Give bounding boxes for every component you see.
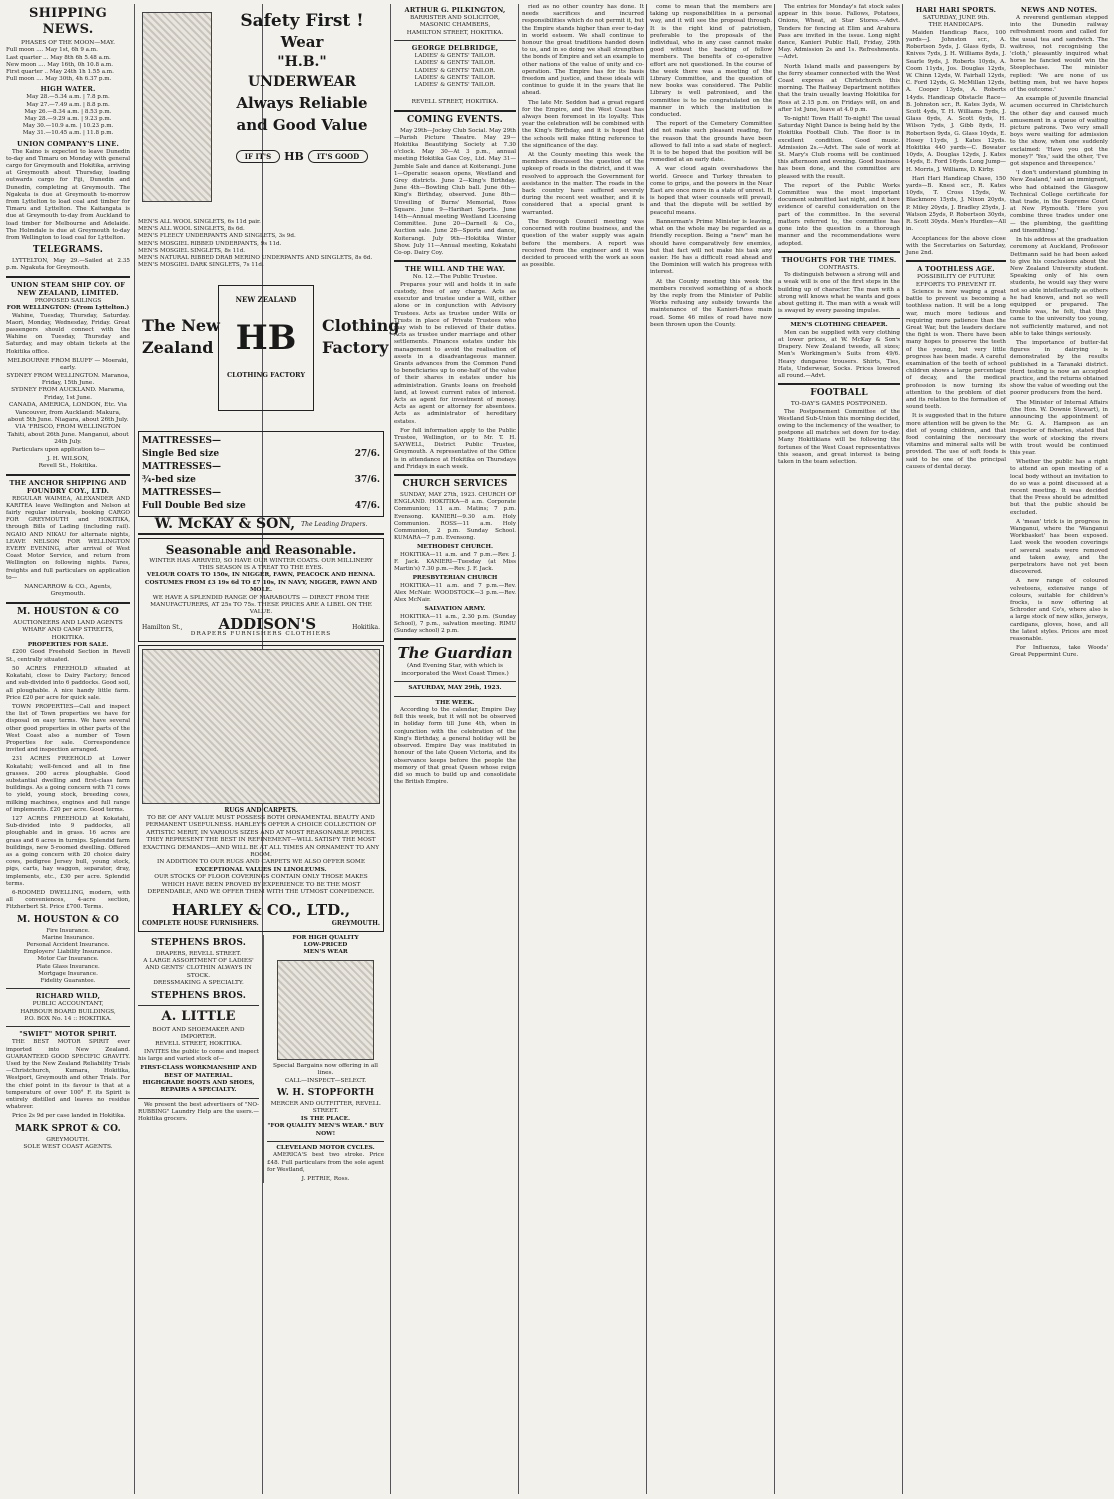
stephens-little-column	[138, 935, 259, 1184]
delbridge-address: REVELL STREET, HOKITIKA.	[411, 99, 499, 106]
thoughts-heading: THOUGHTS FOR THE TIMES.	[781, 255, 897, 264]
bottom-ads-row	[138, 935, 384, 1184]
col5-para-1: come to mean that the members are taking up responsibilities in a personal way, and it will see the proposal through. It is the right kind of patriotism, preferable to the proposals of the individual, who in any case cannot make good without the backing of fellow members. The benefits of co-operative effort are not questioned. In the course of the week there was a meeting of the Library Committee, and the question of new books was considered. The Public Library is well patronised, and the committee is to be congratulated on the manner in which the institution is conducted.	[650, 4, 772, 119]
swift-text: THE BEST MOTOR SPIRIT ever imported into New Zealand. GUARANTEED GOOD SPECIFIC GRAVITY. Used by the New Zealand Reliability Trials—Christchurch, Kumara, Hokitika, Westport, Greymouth and other Trials. For the chief point in its favour is that at a temperature of over 100° F. its Spirit is entirely distilled and leaves no residue whatever.	[6, 1039, 130, 1111]
suit-illustration	[277, 960, 374, 1060]
little-heading: A. LITTLE	[161, 1008, 236, 1024]
moon-phase-line: Full moon .... May 30th, 4h 6.37 p.m.	[6, 76, 112, 83]
column-3	[394, 4, 516, 1494]
news-para-5: The importance of butter-fat figures in dairying is demonstrated by the results published in a Taranaki district. Herd testing is now an accepted practice, and the returns obtained show the value of weeding out the poorer producers from the herd.	[1010, 339, 1108, 397]
harley-sub: COMPLETE HOUSE FURNISHERS.	[142, 920, 259, 928]
col4-para-2: The late Mr. Seddon had a great regard for the Empire, and the West Coast has always been foremost in its loyalty. This year the celebration will be combined with the King's Birthday, and it is hoped that the schools will make fitting reference to the significance of the day.	[522, 99, 644, 149]
presbyterian-text: HOKITIKA—11 a.m. and 7 p.m.—Rev. Alex McNair. WOODSTOCK—3 p.m.—Rev. Alex McNair.	[394, 582, 516, 604]
proposed-sailings: PROPOSED SAILINGS	[34, 297, 102, 304]
insurance-line: Motor Car Insurance.	[37, 956, 99, 963]
harley-ad	[138, 645, 384, 931]
sydney-wellington-sailing: SYDNEY FROM WELLINGTON. Maranoa, Friday, 15th June.	[6, 372, 130, 386]
high-water-line: May 26.—8.34 a.m. | 8.53 p.m.	[24, 108, 112, 115]
stopforth-sub: MERCER AND OUTFITTER, REVELL STREET.	[270, 1101, 381, 1115]
cleveland-text: AMERICA'S best two stroke. Price £48. Full particulars from the sole agent for Westland,	[267, 1152, 384, 1173]
will-footer: For full information apply to the Public Trustee, Wellington, or to Mr. T. H. SAYWELL, District Public Trustee, Greymouth. A representative of the Office is in attendance at Hokitika on Thursdays and Fridays in each week.	[394, 427, 516, 470]
week-text: According to the calendar, Empire Day fell this week, but it will not be observed in holiday form till June 4th, when in conjunction with the celebration of the King's Birthday, a general holiday will be observed. Empire Day was instituted in honour of the late Queen Victoria, and its observance keeps before the people the memory of that great Queen whose reign did so much to build up and consolidate the British Empire.	[394, 707, 516, 786]
property-231: 231 ACRES FREEHOLD at Lower Kokatahi; well-fenced and all in fine grasses. 200 acres ploughable. Good substantial dwelling and first-class farm buildings. As a going concern with 71 cows to yield, young stock, breeding cows, milking machines, engines and full range of implements. £20 per acre. Good terms.	[6, 756, 130, 813]
pilkington-address-1: MASONIC CHAMBERS,	[419, 22, 491, 29]
salvation-text: HOKITIKA—11 a.m., 2.30 p.m. (Sunday School), 7 p.m., salvation meeting. RIMU (Sunday school) 2 p.m.	[394, 613, 516, 635]
column-rule	[902, 4, 903, 1494]
property-6: 6-ROOMED DWELLING, modern, with all conveniences, 4-acre section, Fitzherbert St. Price £700. Terms.	[6, 889, 130, 911]
toothless-text: Science is now waging a great battle to prevent us becoming a toothless nation. It will be a long war, much more tedious and requiring more patience than the Great War, but the leaders declare the fight is won. There have been many hopes to preserve the teeth of the young, but very little progress has been made. A careful examination of the teeth of school children shows a large percentage of decay, and the medical profession is now turning its attention to the problem of diet and its relation to the formation of sound teeth.	[906, 288, 1006, 411]
col5-para-4: Bannerman's Prime Minister is leaving, what on the whole may be regarded as a friendly reception. Being a "new" man he should have comparatively few enemies, but that fact will not make his task any easier. He has a difficult road ahead and the Dominion will watch his progress with interest.	[650, 218, 772, 276]
hb-logo-icon: HB	[284, 150, 304, 163]
factory-badge-top: NEW ZEALAND	[235, 295, 297, 305]
frisco-sailing: VIA 'FRISCO, FROM WELLINGTON Tahiti, about 26th June. Manganui, about 24th July.	[7, 424, 129, 446]
col6-para-1: The entries for Monday's fat stock sales appear in this issue. Fallows, Potatoes, Onions, Wheat, at Star Stores.—Advt. Tenders for fencing at Elim and Arahura Pass are invited in the issue. Long night dance, Kanieri Public Hall, Friday, 29th May. Admission 2s and 1s. Refreshments.—Advt.	[778, 4, 900, 61]
news-para-9: A new range of coloured velveteens, extensive range of colours, suitable for children's frocks, is now offering at Schroder and Co's, where also is a large stock of new silks, jerseys, cardigans, gloves, hose, and all the latest styles. Prices are most reasonable.	[1010, 578, 1108, 643]
marabouts: WE HAVE A SPLENDID RANGE OF MARABOUTS — DIRECT FROM THE MANUFACTURERS, AT 25s TO 75s. THESE PRICES ARE A LIBEL ON THE VALUE.	[150, 594, 372, 616]
news-para-7: Whether the public has a right to attend an open meeting of a local body without an invitation to do so was a point discussed at a recent meeting. It was decided that the Press should be admitted but that the public should be excluded.	[1010, 459, 1108, 516]
factory-badge-bottom: CLOTHING FACTORY	[227, 370, 305, 379]
underwear-line-2: Wear	[280, 33, 324, 51]
houston-heading: M. HOUSTON & CO	[16, 606, 120, 617]
football-sub: TO-DAY'S GAMES POSTPONED.	[790, 401, 888, 408]
properties-heading: PROPERTIES FOR SALE.	[27, 642, 109, 649]
mattress-34: ¾-bed size	[142, 475, 196, 486]
mattress-double-price: 47/6.	[354, 501, 380, 512]
stopforth-call: CALL—INSPECT—SELECT.	[284, 1077, 367, 1084]
harihari-text-3: Acceptances for the above close with the Secretaries on Saturday, June 2nd.	[906, 235, 1006, 256]
harihari-text: Maiden Handicap Race, 100 yards—J. Johnston scr., A. Robertson 5yds, J. Glass 6yds, D. Knives 7yds, J. H. Williams 8yds, J. Searle 9yds, J. Roberts 10yds, A. Coom 11yds, Jos. Douglas 12yds, W. Chinn 12yds, W. Fairhall 12yds, C. Ford 12yds, G. McMillan 12yds, A. Cooper 13yds, A. Roberts 14yds. Handicap Obstacle Race—B. Johnston scr., R. Kates 3yds, W. Scott 4yds, T. H. Williams 5yds, J. Glass 6yds, A. Scott 6yds, H. Wilson 7yds, J. Gibb 8yds, H. Robertson 9yds, G. Glass 10yds, E. Hosey 11yds, J. Kates 12yds. Hokitika 440 yards—C. Bowater 10yds, A. Douglas 12yds, J. Kates 14yds, E. Ford 16yds. Long Jump—H. Morris, J. Williams, D. Kirby.	[906, 29, 1006, 173]
moon-phase-line: Full moon .... May 1st, 6h 9 a.m.	[6, 47, 98, 54]
property-50: 50 ACRES FREEHOLD situated at Kokatahi, close to Dairy Factory; fenced and sub-divided into 6 paddocks. Good soil, all ploughable. A nice handy little farm. Price £20 per acre for quick sale.	[6, 665, 130, 701]
delbridge-list	[394, 53, 516, 89]
houston-address: WHARF AND CAMP STREETS, HOKITIKA.	[22, 627, 114, 641]
cleveland-heading: CLEVELAND MOTOR CYCLES.	[276, 1145, 375, 1152]
insurance-line: Marine Insurance.	[41, 934, 95, 941]
mckay-sub: The Leading Drapers.	[301, 521, 368, 529]
for-wellington: FOR WELLINGTON: (From Lyttelton.)	[6, 305, 130, 312]
mattress-34-price: 37/6.	[354, 475, 380, 486]
news-notes-heading: NEWS AND NOTES.	[1020, 6, 1098, 14]
underwear-item: MEN'S ALL WOOL SINGLETS, 6s 11d pair.	[138, 219, 261, 225]
high-water-line: May 31.—10.45 a.m. | 11.8 p.m.	[22, 130, 114, 137]
col6-para-3: To-night! Town Hall! To-night! The usual Saturday Night Dance is being held by the Hokitika Football Club. The floor is in excellent condition. Good music. Admission 2s.—Advt. The sale of work at St. Mary's Club rooms will be continued this afternoon and evening. Good business has been done, and the committee are pleased with the result.	[778, 116, 900, 180]
mckay-heading: W. McKAY & SON,	[154, 516, 296, 533]
presbyterian-heading: PRESBYTERIAN CHURCH	[412, 575, 498, 582]
mens-clothing-heading: MEN'S CLOTHING CHEAPER.	[790, 322, 888, 329]
stopforth-mens: MEN'S WEAR	[303, 949, 348, 956]
mens-clothing-text: Men can be supplied with very clothing at lower prices, at W. McKay & Son's Drapery. New Zealand tweeds, all sizes; Men's Workingmen's Suits from 49/6. Heavy dungaree trousers. Shirts, Ties, Hats, Underwear, Socks. Prices lowered all round.—Advt.	[778, 329, 900, 379]
addison-heading: ADDISON'S	[218, 614, 317, 633]
hb-tag-left: IF IT'S	[236, 150, 280, 163]
guardian-sub: (And Evening Star, with which is incorporated the West Coast Times.)	[401, 663, 509, 677]
stephens-heading-2: STEPHENS BROS.	[150, 990, 247, 1001]
melbourne-sailing: MELBOURNE FROM BLUFF — Moeraki, early.	[7, 357, 129, 372]
union-line-text: The Kaino is expected to leave Dunedin to-day and Timaru on Monday with general cargo for Greymouth and Hokitika, arriving at Greymouth about Thursday, loading outwards cargo for Fiji, Dunedin and Dunedin, completing at Greymouth. The Ngakuta is due at Greymouth to-morrow from Lyttelton to load coal and timber for Timaru and Lyttelton. The Kaitangata is due at Greymouth to-day from Auckland to load timber for Melbourne and Adelaide. The Holmdale is due at Greymouth to-day from Wellington to load coal for Lyttelton.	[6, 148, 130, 242]
pilkington-sub: BARRISTER AND SOLICITOR,	[410, 15, 500, 21]
stopforth-column	[263, 935, 384, 1184]
newspaper-page	[6, 4, 1108, 1494]
lino-heading: EXCEPTIONAL VALUES IN LINOLEUMS.	[195, 866, 327, 873]
factory-badge	[218, 285, 314, 411]
property-200: £200 Good Freehold Section in Revell St., centrally situated.	[6, 649, 130, 663]
pilkington-address-2: HAMILTON STREET, HOKITIKA.	[406, 29, 504, 36]
little-high: HIGHGRADE BOOTS AND SHOES, REPAIRS A SPECIALTY.	[142, 1080, 255, 1094]
column-1	[6, 4, 130, 1494]
mattress-label-2: MATTRESSES—	[142, 462, 222, 473]
column-rule	[646, 4, 647, 1494]
delbridge-line: LADIES' & GENTS' TAILOR.	[414, 67, 496, 74]
stephens-text: A LARGE ASSORTMENT OF LADIES' AND GENTS' CLOTHIN ALWAYS IN STOCK.	[143, 957, 254, 979]
agent-address: Revell St., Hokitika.	[38, 463, 98, 470]
mattress-label-1: MATTRESSES—	[142, 436, 222, 447]
high-water-heading: HIGH WATER.	[40, 85, 96, 94]
col4-para-4: The Borough Council meeting was concerned with routine business, and the question of the water supply was again before the members. A report was received from the engineer and it was decided to proceed with the work as soon as possible.	[522, 218, 644, 269]
high-water-line: May 30.—10.9 a.m. | 10.23 p.m.	[22, 123, 114, 130]
thoughts-sub: CONTRASTS.	[818, 264, 860, 271]
methodist-heading: METHODIST CHURCH.	[416, 544, 493, 551]
column-7	[906, 4, 1006, 1494]
wild-heading: RICHARD WILD,	[35, 992, 101, 1001]
houston-sub: AUCTIONEERS AND LAND AGENTS	[13, 619, 123, 626]
insurance-line: Employers' Liability Insurance.	[23, 949, 113, 956]
handicaps-heading: THE HANDICAPS.	[928, 22, 984, 29]
delbridge-heading: GEORGE DELBRIDGE,	[411, 44, 499, 53]
factory-left-1: The New	[142, 316, 220, 336]
rugs-text-2: THEY REPRESENT THE BEST IN REFINEMENT—WILL SATISFY THE MOST EXACTING DEMANDS—AND WILL BE AT ALL TIMES AN ORNAMENT TO ANY ROOM.	[142, 837, 380, 858]
anchor-agent: NANCARROW & CO., Agents, Greymouth.	[24, 584, 112, 598]
little-address: REVELL STREET, HOKITIKA.	[155, 1041, 242, 1048]
moon-phase-line: First quarter .. May 24th 1h 1.55 a.m.	[6, 69, 114, 76]
football-heading: FOOTBALL	[810, 388, 868, 399]
houston-heading-2: M. HOUSTON & CO	[16, 914, 120, 925]
column-2-ads	[138, 4, 400, 1494]
canada-sailing: CANADA, AMERICA, LONDON, Etc. Via Vancouver, from Auckland: Makura, about 5th June. Niagara, about 26th July.	[7, 402, 129, 423]
rugs-carpets-illustration	[142, 649, 380, 804]
col5-para-2: The report of the Cemetery Committee did not make such pleasant reading, for the reason that the grounds have been allowed to fall into a sad state of neglect. It is to be hoped that the position will be remedied at an early date.	[650, 121, 772, 164]
pilkington-heading: ARTHUR G. PILKINGTON,	[404, 6, 506, 14]
seasonable-text: WINTER HAS ARRIVED, SO HAVE OUR WINTER COATS. OUR MILLINERY THIS SEASON IS A TREAT TO THE EYES.	[149, 557, 373, 572]
sydney-auckland-sailing: SYDNEY FROM AUCKLAND. Marama, Friday, 1st June.	[11, 387, 125, 401]
high-water-line: May 27.—7.49 a.m. | 8.8 p.m.	[26, 101, 110, 108]
agent-name: J. H. WILSON,	[47, 455, 89, 462]
factory-left-2: Zealand	[142, 338, 214, 358]
stopforth-top: FOR HIGH QUALITY	[292, 934, 359, 941]
little-first: FIRST-CLASS WORKMANSHIP AND BEST OF MATERIAL.	[140, 1065, 257, 1079]
underwear-item: MEN'S MOSGIEL SINGLETS, 8s 11d.	[138, 247, 246, 254]
stopforth-heading: W. H. STOPFORTH	[276, 1088, 375, 1098]
toothless-heading: A TOOTHLESS AGE.	[917, 265, 995, 274]
addison-sub: DRAPERS FURNISHERS CLOTHIERS	[190, 631, 332, 638]
little-sub: BOOT AND SHOEMAKER AND IMPORTER.	[152, 1026, 245, 1040]
rugs-caption: RUGS AND CARPETS.	[224, 807, 298, 815]
delbridge-line: LADIES' & GENTS' TAILOR.	[414, 74, 496, 81]
shipping-news-heading: SHIPPING NEWS.	[29, 6, 107, 37]
thoughts-text: To distinguish between a strong will and a weak will is one of the first steps in the building up of character. The man with a strong will knows what he wants and goes about getting it. The man with a weak will is swayed by every passing impulse.	[778, 272, 900, 315]
moon-phase-line: Last quarter ... May 8th 6h 5.48 a.m.	[6, 54, 111, 61]
union-steam-heading: UNION STEAM SHIP COY. OF NEW ZEALAND, LIMITED.	[10, 280, 126, 297]
column-8	[1010, 4, 1108, 1494]
insurance-line: Plate Glass Insurance.	[36, 963, 100, 970]
news-para-3: 'I don't understand plumbing in New Zealand,' said an immigrant, who had obtained the Glasgow Technical College certificate for that trade, in the Supreme Court at New Plymouth. 'Here you combine three trades under one — the plumbing, the gasfitting and tinsmithing.'	[1010, 170, 1108, 234]
church-heading: CHURCH SERVICES	[402, 478, 508, 489]
salvation-heading: SALVATION ARMY.	[424, 606, 486, 613]
harihari-heading: HARI HARI SPORTS.	[915, 6, 997, 14]
will-heading: THE WILL AND THE WAY.	[404, 265, 506, 274]
underwear-item: MEN'S MOSGIEL DARK SINGLETS, 7s 11d.	[138, 262, 264, 269]
underwear-item: MEN'S NATURAL RIBBED DRAB MERINO UNDERPANTS AND SINGLETS, 8s 6d.	[138, 255, 373, 262]
telegrams-heading: TELEGRAMS.	[32, 245, 104, 256]
news-para-1: A reverend gentleman stepped into the Dunedin railway refreshment room and called for the usual tea and sandwich. The waitress, not recognising the 'cloth,' pleasantly inquired what horse he fancied would win the Steeplechase. The minister replied: 'We are none of us betting men, but we have hopes of the outcome.'	[1010, 15, 1108, 94]
mattress-ad	[138, 431, 384, 517]
clothing-factory-ad	[138, 275, 400, 425]
wellington-text: Wahine, Tuesday, Thursday, Saturday. Maori, Monday, Wednesday, Friday. Great passengers should connect with the Wahine on Tuesday, Thursday and Saturday, and may obtain tickets at the Hokitika office.	[6, 312, 130, 355]
mattress-label-3: MATTRESSES—	[142, 488, 222, 499]
man-figure-illustration	[142, 12, 212, 202]
factory-right-2: Factory	[322, 338, 389, 358]
news-para-6: The Minister of Internal Affairs (the Hon. W. Downie Stewart), in announcing the appointment of Mr. G. A. Hampson as an inspector of fisheries, stated that the work of stocking the rivers with trout would be continued this year.	[1010, 399, 1108, 456]
factory-badge-mid: HB	[235, 317, 297, 358]
football-text: The Postponement Committee of the Westland Sub-Union this morning decided, owing to the inclemency of the weather, to postpone all matches set down for to-day. Many Hokitikians will be following the fortunes of the West Coast representatives this season, and great interest is being taken in the team selection.	[778, 408, 900, 465]
stopforth-low: LOW-PRICED	[303, 941, 348, 948]
news-footer: For Influenza, take Woods' Great Peppermint Cure.	[1010, 645, 1108, 659]
col4-para-3: At the County meeting this week the members discussed the question of the upkeep of roads in the district, and it was resolved to approach the Government for assistance in the matter. The roads in the back country have suffered severely during the recent wet weather, and it is considered that a special grant is warranted.	[522, 152, 644, 216]
column-rule	[518, 4, 519, 1494]
toothless-sub: POSSIBILITY OF FUTURE EFFORTS TO PREVENT IT.	[915, 274, 997, 288]
methodist-text: HOKITIKA—11 a.m. and 7 p.m.—Rev. J. F. Jack. KANIERI—Tuesday (at Miss Martin's) 7.30 p.m.—Rev. J. F. Jack.	[394, 551, 516, 573]
wild-box: P.O. BOX No. 14 :: HOKITIKA.	[24, 1016, 112, 1023]
stopforth-place: IS THE PLACE.	[300, 1115, 351, 1122]
insurance-line: Mortgage Insurance.	[38, 970, 98, 977]
news-para-2: An example of juvenile financial acumen occurred in Christchurch the other day and caused much amusement in a queue of waiting picture patrons. Two very small boys were waiting for admission to the show, when one suddenly exclaimed: 'Have you got the money?' 'Yes,' said the other, 'I've got sixpence and threepence.'	[1010, 96, 1108, 168]
delbridge-line: LADIES' & GENTS' TAILOR.	[414, 60, 496, 67]
will-text: Prepares your will and holds it in safe custody, free of any charge. Acts as executor and trustee under a Will, either alone or in conjunction with Advisory Trustees. Acts as trustee under Wills or Trusts in place of Private Trustees who may wish to be relieved of their duties. Acts as trustee under marriage and other settlements. Finances estates under his management to avoid the realisation of assets in a disadvantageous manner. Grants advances from the Common Fund to beneficiaries up to one-half of the value of their shares in estates under his administration. Grants loans on freehold land, at lowest current rates of interest. Acts as agent for investment of money. Acts as agent or attorney for absentees. Acts as administrator of hereditary estates.	[394, 281, 516, 425]
town-properties: TOWN PROPERTIES—Call and inspect the list of Town properties we have for disposal on easy terms. We have several other good properties in other parts of the West Coast also a number of Town Properties for sale. Correspondence invited and inspection arranged.	[6, 703, 130, 754]
anchor-heading: THE ANCHOR SHIPPING AND FOUNDRY COY., LTD.	[9, 478, 127, 495]
insurance-line: Fidelity Guarantee.	[40, 978, 96, 985]
underwear-item: MEN'S FLEECY UNDERPANTS AND SINGLETS, 3s 9d.	[138, 233, 296, 240]
church-text: SUNDAY, MAY 27th, 1923. CHURCH OF ENGLAND. HOKITIKA—8 a.m. Corporate Communion; 11 a.m. Matins; 7 p.m. Evensong. KANIERI—9.30 a.m. Holy Communion. ROSS—11 a.m. Holy Communion, 2 p.m. Sunday School. KUMARA—7 p.m. Evensong.	[394, 491, 516, 542]
guardian-date: SATURDAY, MAY 29th, 1923.	[408, 685, 502, 692]
no-rubbing-note: We present the best advertisers of "NO-RUBBING" Laundry Help are the users.—Hokitika grocers.	[138, 1101, 259, 1123]
costumes: COSTUMES FROM £3 19s 6d TO £7 10s, IN NAVY, NIGGER, FAWN AND MOLE.	[144, 579, 378, 594]
rugs-text-3: IN ADDITION TO OUR RUGS AND CARPETS WE ALSO OFFER SOME	[156, 859, 366, 866]
stopforth-slogan: "FOR QUALITY MEN'S WEAR." BUY NOW!	[267, 1123, 384, 1137]
col5-para-5: At the County meeting this week the members received something of a shock by the reply from the Minister of Public Works refusing any subsidy towards the maintenance of the Kanieri-Ross main road. Some 46 miles of road have now been thrown upon the County.	[650, 278, 772, 328]
underwear-ad	[138, 4, 384, 219]
velour-coats: VELOUR COATS TO 150s, IN NIGGER, FAWN, PEACOCK AND HENNA.	[146, 572, 376, 579]
mattress-single: Single Bed size	[142, 449, 220, 460]
coming-events-heading: COMING EVENTS.	[407, 114, 503, 125]
column-5	[650, 4, 772, 1494]
mattress-double: Full Double Bed size	[142, 501, 246, 512]
delbridge-line: LADIES' & GENTS' TAILOR.	[414, 53, 496, 60]
stephens-dress: DRESSMAKING A SPECIALTY.	[153, 980, 244, 987]
hb-tag-right: IT'S GOOD	[308, 150, 368, 163]
mckay-banner	[138, 516, 384, 533]
column-6	[778, 4, 900, 1494]
week-heading: THE WEEK.	[435, 699, 475, 706]
column-rule	[134, 4, 135, 1494]
anchor-text: REGULAR WAIMEA, ALEXANDER AND KARITEA leave Wellington and Nelson at fairly regular intervals, booking CARGO FOR GREYMOUTH and HOKITIKA, through Bills of Lading (including rail). NGAIO AND NIKAU for alternate nights, LEAVE NELSON FOR WELLINGTON EVERY EVENING, after arrival of West Coast Motor Service, and return from Wellington on following nights. Fares, freights and full particulars on application to—	[6, 495, 130, 581]
news-para-8: A 'mean' trick is in progress in Wanganui, where the 'Wanganui Workbasket' has been exposed. Last week the wooden coverings of several seats were removed and taken away, and the perpetrators have not yet been discovered.	[1010, 518, 1108, 576]
high-water-line: May 28.—5.34 a.m. | 7.8 p.m.	[26, 94, 110, 101]
column-4	[522, 4, 644, 1494]
insurance-list	[6, 928, 130, 986]
factory-right-1: Clothing	[322, 316, 400, 336]
underwear-item: MEN'S ALL WOOL SINGLETS, 8s 6d.	[138, 226, 245, 233]
col4-para-1: ried as no other country has done. It needs sacrifices and incurred responsibilities which do not permit it, but the Empire stands higher than ever to-day in world esteem. We shall continue to honour the great traditions handed down to us, and in so doing we shall strengthen the bonds of Empire and set an example to other nations of the value of unity and co-operation. The Empire has for its basis freedom and justice, and these ideals will continue to guide it in the years that lie ahead.	[522, 4, 644, 97]
insurance-line: Fire Insurance.	[46, 927, 90, 934]
harihari-text-2: Hari Hari Handicap Chase, 150 yards—B. Knesi scr., R. Kates 10yds, T. Cross 15yds, W. Blackmore 15yds, J. Nixon 20yds, P. Miley 20yds, J. Bradley 25yds, J. Watson 25yds, P. Robertson 30yds, R. Scott 30yds. Men's Hurdles—All in.	[906, 175, 1006, 233]
harley-heading: HARLEY & CO., LTD.,	[171, 901, 351, 920]
cleveland-agent: J. PETRIE, Ross.	[301, 1176, 350, 1183]
insurance-line: Personal Accident Insurance.	[26, 942, 110, 948]
harihari-date: SATURDAY, JUNE 9th.	[922, 15, 990, 21]
telegrams-text: LYTTELTON, May 29.—Sailed at 2.35 p.m. Ngakuta for Greymouth.	[6, 258, 130, 272]
stopforth-special: Special Bargains now offering in all lines.	[273, 1062, 378, 1077]
high-water-line: May 28.—9.29 a.m. | 9.23 p.m.	[24, 116, 112, 123]
will-sub: No. 12.—The Public Trustee.	[412, 274, 498, 281]
particulars: Particulars upon application to—	[12, 446, 106, 453]
harley-town: GREYMOUTH.	[331, 920, 380, 928]
high-water-list	[6, 94, 130, 137]
news-para-4: In his address at the graduation ceremony at Auckland, Professor Dettmann said he had been asked to give his conclusions about the New Zealand University student. Speaking only of his own students, he would say they were not so able intellectually as others he had known, and not so well equipped or prepared. The trouble was, he felt, that they came to the university too young, not sufficiently matured, and not able to take things seriously.	[1010, 237, 1108, 337]
mattress-single-price: 27/6.	[354, 449, 380, 460]
col5-para-3: A war cloud again overshadows the world. Greece and Turkey threaten to come to grips, and the powers in the Near East are once more in a state of unrest. It is hoped that wiser counsels will prevail, and that the dispute will be settled by peaceful means.	[650, 166, 772, 216]
coming-events-text: May 29th—Jockey Club Social. May 29th—Parish Picture Theatre. May 29—Hokitika Beautifying Society at 7.30 o'clock. May 30—At 3 p.m., annual meeting Hokitika Gas Coy., Ltd. May 31—Jumble Sale and dance at Koiterangi. June 1—Operatic season opens, Westland and Grey districts. June 2—King's Birthday. June 4th—Bowling Club ball. June 6th—King's Birthday, observed. June 8th—Unveiling of Burns' Memorial, Ross Square. June 9—Harihari Sports. June 14th—Annual meeting Westland Licensing Committee. June 20—Darnell & Co., Auction sale. June 28—Sports and dance, Koiterangi. July 9th—Hokitika Winter Show. July 11—Annual meeting, Kokatahi Co-op. Dairy Coy.	[394, 127, 516, 257]
sprott-footer: SOLE WEST COAST AGENTS.	[23, 1144, 113, 1151]
union-line-heading: UNION COMPANY'S LINE.	[17, 139, 119, 148]
addison-left: Hamilton St.,	[142, 623, 183, 631]
underwear-item: MEN'S MOSGIEL RIBBED UNDERPANTS, 9s 11d.	[138, 240, 282, 247]
moon-phase-line: New moon .... May 16th, 0h 10.8 a.m.	[6, 61, 113, 68]
delbridge-line: LADIES' & GENTS' TAILOR.	[414, 82, 496, 89]
seasonable-heading: Seasonable and Reasonable.	[165, 542, 357, 557]
property-127: 127 ACRES FREEHOLD at Kokatahi, Sub-divided into 9 paddocks, all ploughable and in grass. 16 acres are grass and 6 acres in turnips. Splendid farm buildings, new 5-roomed dwelling. Offered as a going concern with 20 choice dairy cows, pedigree Jersey bull, young stock, pigs, carts, hay waggon, separator, dray, implements, etc., £30 per acre. Splendid terms.	[6, 815, 130, 887]
lino-text: OUR STOCKS OF FLOOR COVERINGS CONTAIN ONLY THOSE MAKES WHICH HAVE BEEN PROVED BY EXPERIENCE TO BE THE MOST DEPENDABLE, AND WE OFFER THEM WITH THE UTMOST CONFIDENCE.	[147, 874, 375, 895]
column-rule	[774, 4, 775, 1494]
sprott-heading: MARK SPROT & CO.	[15, 1123, 121, 1134]
wild-address: HARBOUR BOARD BUILDINGS,	[20, 1008, 116, 1015]
underwear-line-1: Safety First !	[240, 11, 364, 31]
column-rule	[390, 4, 391, 1494]
sprott-sub: GREYMOUTH.	[46, 1136, 90, 1143]
guardian-masthead: The Guardian	[397, 644, 513, 663]
moon-phases-heading: PHASES OF THE MOON—MAY.	[21, 40, 115, 46]
col6-para-4: The report of the Public Works Committee was the most important document submitted last night, and it bore evidence of careful consideration on the part of the committee. In the several matters referred to, the committee has gone into the question in a thorough manner and the recommendations were adopted.	[778, 182, 900, 247]
stephens-heading: STEPHENS BROS.	[150, 937, 247, 948]
moon-phases-list	[6, 47, 130, 83]
addison-right: Hokitika.	[352, 623, 380, 631]
stephens-sub: DRAPERS, REVELL STREET.	[155, 950, 242, 957]
swift-heading: "SWIFT" MOTOR SPIRIT.	[19, 1030, 117, 1039]
underwear-items	[138, 219, 384, 269]
hb-tag	[224, 150, 380, 163]
toothless-text-2: It is suggested that in the future more attention will be given to the diet of young children, and that food containing the necessary vitamins and mineral salts will be provided. The use of soft foods is said to be one of the principal causes of dental decay.	[906, 413, 1006, 470]
col6-para-2: North Island mails and passengers by the ferry steamer connected with the West Coast express at Christchurch this morning. The Railway Department notifies that the train usually leaving Hokitika for Ross at 2.15 p.m. on Fridays will, on and after 1st June, leave at 4.0 p.m.	[778, 63, 900, 113]
underwear-line-5: and Good Value	[236, 116, 368, 134]
addison-ad	[138, 538, 384, 643]
rugs-text: TO BE OF ANY VALUE MUST POSSESS BOTH ORNAMENTAL BEAUTY AND PERMANENT USEFULNESS. HARLEY'S OFFER A CHOICE COLLECTION OF ARTISTIC MERIT, IN VARIOUS SIZES AND AT MOST REASONABLE PRICES.	[145, 814, 377, 836]
underwear-line-4: Always Reliable	[236, 94, 368, 112]
wild-sub: PUBLIC ACCOUNTANT,	[32, 1001, 104, 1008]
little-text: INVITES the public to come and inspect his large and varied stock of—	[138, 1048, 259, 1063]
underwear-line-3: "H.B." UNDERWEAR	[247, 54, 357, 90]
swift-price: Price 2s 9d per case landed in Hokitika.	[12, 1113, 126, 1120]
